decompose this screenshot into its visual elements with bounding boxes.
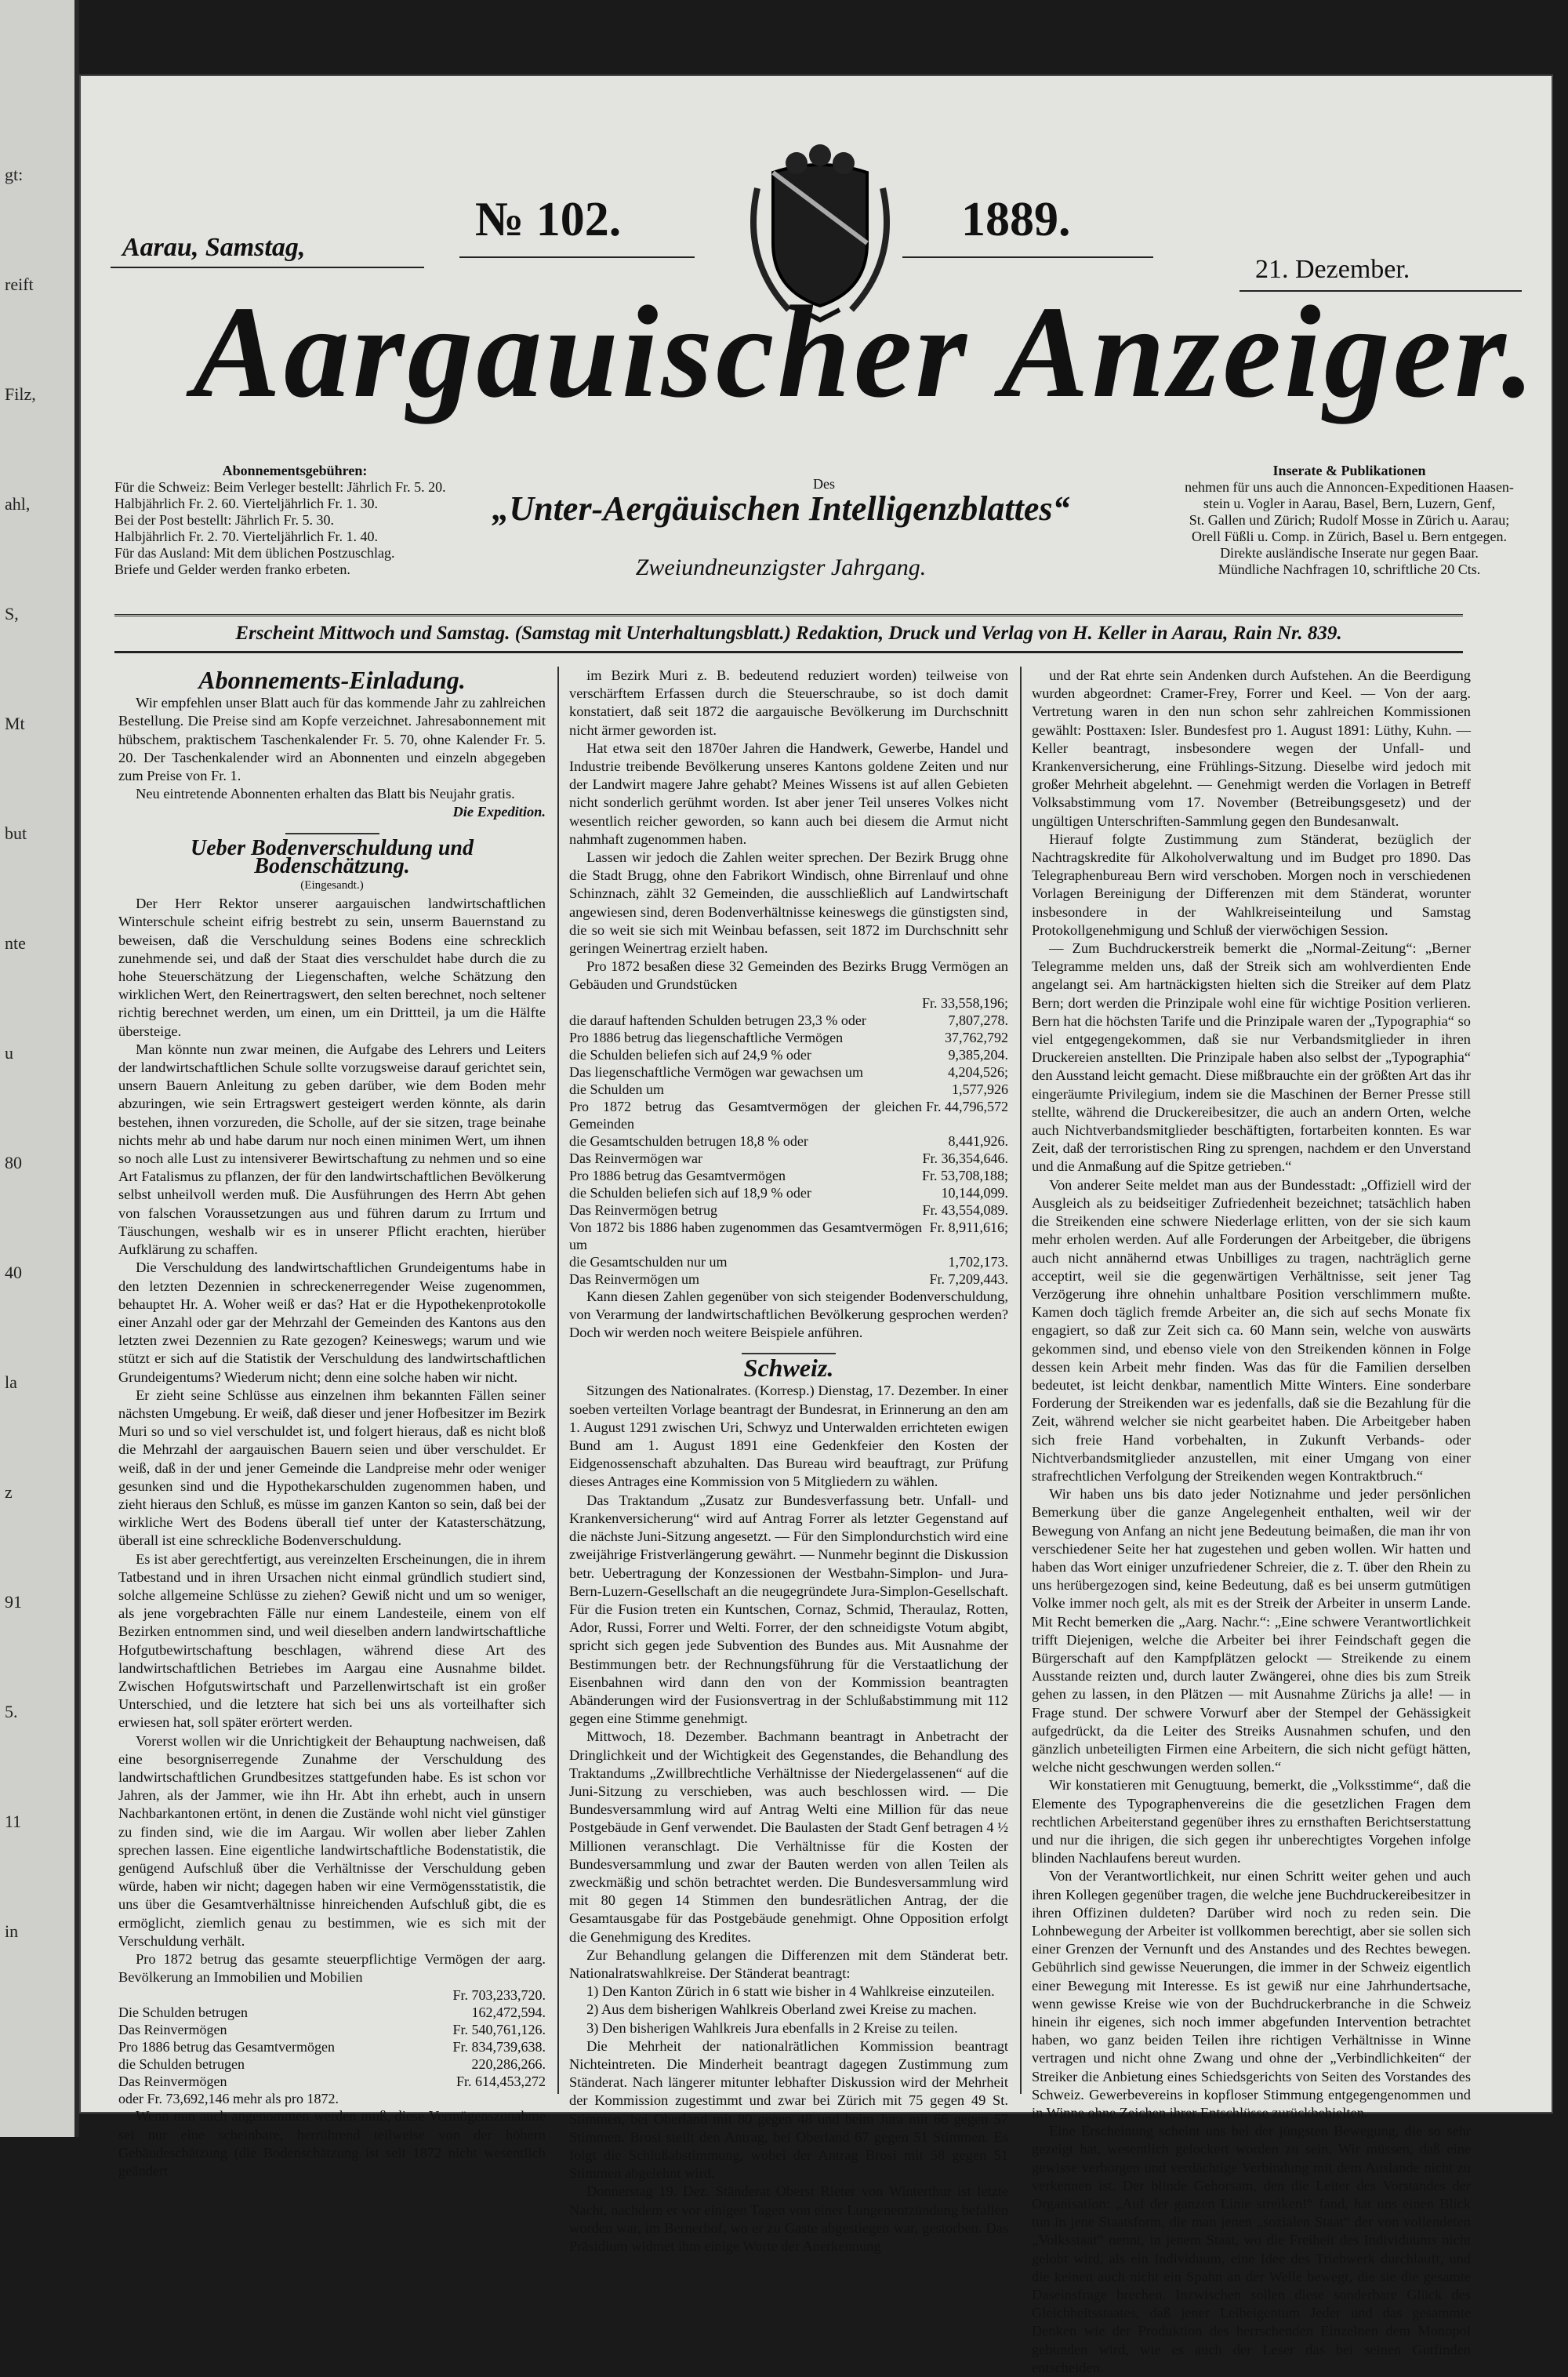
column-3	[1032, 667, 1471, 2375]
edge-fragment: 5.	[5, 1702, 18, 1721]
edge-fragment: but	[5, 823, 27, 843]
figure-label: Das Reinvermögen war	[569, 1150, 702, 1166]
paragraph: Donnerstag 19. Dez. Ständerat Oberst Rieter von Winterthur ist letzte Nacht, nachdem er vor einigen Tagen von einer Lungenentzündung befallen worden war, im Bernerhof, wo er zu Gaste abgestiegen war, gestorben. Das Präsidium widmet ihm einige Worte der Anerkennung	[569, 2183, 1008, 2255]
figure-value: 4,204,526;	[947, 1063, 1008, 1080]
paragraph: Wir haben uns bis dato jeder Notiznahme und jeder persönlichen Bemerkung über die ganze Angelegenheit enthalten, weil wir der Bewegung von Anfang an nicht jene Bedeutung beimaßen, die man ihr von verschiedener Seite her hat zugestehen und geben wollen. Wir hatten und haben das Wort einiger unzufriedener Schreier, die z. T. über den Rhein zu uns herübergezogen sind, keine Bedeutung, daß es bei unserm gutmütigen Volke immer noch gelt, als mit es der Streik der Arbeiter in unserm Lande. Mit Recht bemerken die „Aarg. Nachr.“: „Eine schwere Verantwortlichkeit trifft Diejenigen, welche die Arbeiter bei ihrer Feindschaft gegen die Bürgerschaft auf den Kampfplätzen gelockt — Streikende zu einem Ausstande reizten und, durch lauter Zwängerei, ohne dies bis zum Streik gehen zu lassen, in den Plätzen — mit Ausnahme Zürichs ja alle! — in Frage stund. Der schwere Vorwurf aber der Stempel der Gehässigkeit aufgedrückt, da die Leiter des Streiks Ausnahmen schufen, und den gänzlich unbeteiligten Firmen eine Arbeitern, die sich nicht gefügt hätten, welche nicht geschwungen werden sollen.“	[1032, 1486, 1471, 1775]
edge-fragment: la	[5, 1372, 17, 1392]
place-and-day: Aarau, Samstag,	[122, 233, 306, 262]
paragraph: Man könnte nun zwar meinen, die Aufgabe des Lehrers und Leiters der landwirtschaftlichen Schule sollte vorzugsweise darauf gerichtet sein, unsern Bauern Anleitung zu geben darüber, wie dem Boden mehr abzuringen, wie sein Ertragswert gesteigert werden könnte, als darin bestehen, ihnen vorzureden, die Scholle, auf der sie sitzen, trage beinahe nichts mehr ab und habe darum nur noch einen minimen Wert, um ihnen so noch alle Lust zu intensiverer Bewirtschaftung zu nehmen und so eine Art Fatalismus zu pflanzen, der für den landwirtschaftlichen Bevölkerung selbst unheilvoll werden muß. Die Ausführungen des Herrn Abt gehen von falschen Voraussetzungen aus und führen darum zu Irrtum und Täuschungen, weshalb wir es in unserer Pflicht erachten, hierüber Aufklärung zu schaffen.	[118, 1041, 546, 1258]
paragraph: Das Traktandum „Zusatz zur Bundesverfassung betr. Unfall- und Krankenversicherung“ wird auf Antrag Forrer als letzter Gegenstand auf die nächste Juni-Sitzung angesetzt. — Für den Simplondurchstich wird eine zweijährige Fristverlängerung gewährt. — Nunmehr beginnt die Diskussion betr. Uebertragung der Konzessionen der Westbahn-Simplon- und Jura-Bern-Luzern-Gesellschaft an die neugegründete Jura-Simplon-Gesellschaft. Für die Fusion treten ein Kuntschen, Cornaz, Schmid, Theraulaz, Rotten, Ador, Russi, Forrer und Welti. Forrer, der den schneidigste Votum abgibt, spricht sich gegen jede Subvention des Bundes aus. Mit Ausnahme der Bestimmungen betr. der Rechnungsführung für die Verstaatlichung der Eisenbahnen wird dann den von der Kommission beantragten Abänderungen wird der Fusionsvertrag in der Schlußabstimmung mit 112 gegen eine Stimme genehmigt.	[569, 1492, 1008, 1727]
figure-label: Die Schulden betrugen	[118, 2004, 248, 2021]
paragraph: Der Herr Rektor unserer aargauischen landwirtschaftlichen Winterschule scheint eifrig bestrebt zu sein, unserm Bauernstand zu beweisen, daß die Verschuldung seines Bodens eine schrecklich zunehmende sei, und daß der Staat dies verschuldet habe durch die zu hohe Steuerschätzung der Liegenschaften, welche Schätzung den wirklichen Wert, den Reinertragswert, den selten berechnet, noch seltener richtig berechnet werden, um einen, um ein Drittteil, ja um die Hälfte übersteige.	[118, 896, 546, 1039]
figure-label: die Schulden um	[569, 1081, 664, 1097]
article-heading: Ueber Bodenverschuldung und Bodenschätzung.	[191, 835, 474, 878]
issue-number: № 102.	[475, 193, 622, 246]
figure-value: Fr. 614,453,272	[456, 2074, 546, 2090]
figure-row	[569, 994, 1008, 1012]
figure-label: Das Reinvermögen	[118, 2074, 227, 2090]
newspaper-page	[79, 75, 1553, 2375]
edge-fragment: 91	[5, 1592, 22, 1612]
section-heading-schweiz: Schweiz.	[743, 1354, 834, 1383]
ads-line: nehmen für uns auch die Annoncen-Expeditionen Haasen-	[1185, 479, 1514, 495]
ads-title: Inserate & Publikationen	[1272, 463, 1426, 478]
signature: Die Expedition.	[452, 804, 546, 820]
paragraph: Wir konstatieren mit Genugtuung, bemerkt, die „Volksstimme“, daß die Elemente des Typographenvereins die die gesetzlichen Fragen dem rechtlichen Arbeiterstand gegenüber ihres zu ernsthaften Berichtserstattung und nur die ihrigen, die sich gegen ihr unberechtigtes Vorgehen infolge blinden Nachlaufens bereut wurden.	[1032, 1777, 1471, 1866]
figure-value: Fr. 8,911,616;	[929, 1219, 1008, 1235]
figure-label: die Gesamtschulden nur um	[569, 1253, 728, 1270]
paragraph: Wir empfehlen unser Blatt auch für das kommende Jahr zu zahlreichen Bestellung. Die Preise sind am Kopfe verzeichnet. Jahresabonnement mit hübschem, praktischem Taschenkalender Fr. 5. 70, ohne Kalender Fr. 5. 20. Der Taschenkalender wird an Abonnenten und einzeln abgegeben zum Preise von Fr. 1.	[118, 695, 546, 784]
newspaper-title: Aargauischer Anzeiger.	[193, 279, 1538, 425]
figure-row	[569, 1253, 1008, 1270]
figure-value: 37,762,792	[945, 1029, 1008, 1045]
paragraph: Hierauf folgte Zustimmung zum Ständerat, bezüglich der Nachtragskredite für Alkoholverwaltung und im Budget pro 1890. Das Telegraphenbureau Bern wird verschoben. Morgen noch in verschiedenen Vorlagen Bereinigung der Differenzen mit dem Ständerat, worunter insbesondere in der Wahlkreiseinteilung und Samstag Protokollgenehmigung und Schluß der vierwöchigen Session.	[1032, 830, 1471, 938]
paragraph: Vorerst wollen wir die Unrichtigkeit der Behauptung nachweisen, daß eine besorgniserregende Zunahme der Verschuldung des landwirtschaftlichen Grundbesitzes stattgefunden habe. Es ist schon vor Jahren, als der Jammer, wie ihn Hr. Abt ihn erhebt, auch in unsern Nachbarkantonen ertönt, in denen die Zustände wohl nicht viel günstiger zu finden sind, wie die im Aargau. Wir wollen aber lieber Zahlen sprechen lassen. Eine eigentliche landwirtschaftliche Bodenstatistik, die genügend Aufschluß über die Verhältnisse der Verschuldung geben würde, haben wir nicht; dagegen haben wir eine Vermögensstatistik, die uns über die Gesamtverhältnisse hinreichenden Aufschluß gibt, die es ermöglicht, ziemlich genau zu bestimmen, wie es sich mit der Verschuldung verhält.	[118, 1732, 546, 1949]
figure-row	[569, 1012, 1008, 1029]
ads-line: Orell Füßli u. Comp. in Zürich, Basel u. Bern entgegen.	[1192, 529, 1507, 544]
figure-value: Fr. 7,209,443.	[929, 1270, 1008, 1287]
paragraph: Lassen wir jedoch die Zahlen weiter sprechen. Der Bezirk Brugg ohne die Stadt Brugg, ohne den Fabrikort Windisch, ohne Birrenlauf und ohne Schinznach, zählt 32 Gemeinden, die ausschließlich auf Landwirtschaft angewiesen sind, deren Bodenverhältnisse keineswegs die günstigsten sind, die so weit sie sich mit Weinbau befassen, seit 1872 im Durchschnitt sehr geringen Weinertrag erzielt haben.	[569, 849, 1008, 957]
figure-label: Von 1872 bis 1886 haben zugenommen das Gesamtvermögen um	[569, 1219, 922, 1252]
edge-fragment: reift	[5, 274, 34, 294]
edge-fragment: z	[5, 1482, 13, 1502]
figure-value: 162,472,594.	[471, 2004, 546, 2021]
figure-label: Pro 1886 betrug das Gesamtvermögen	[569, 1167, 786, 1183]
figure-value: Fr. 36,354,646.	[922, 1150, 1008, 1166]
figure-label: Das Reinvermögen	[118, 2022, 227, 2038]
figure-value: Fr. 53,708,188;	[921, 1167, 1008, 1183]
figure-value: Fr. 43,554,089.	[922, 1201, 1008, 1218]
figure-row	[569, 1150, 1008, 1167]
figure-label: die Schulden beliefen sich auf 24,9 % oder	[569, 1046, 811, 1063]
volume-line: Zweiundneunzigster Jahrgang.	[635, 554, 927, 580]
edge-fragment: u	[5, 1043, 13, 1063]
paragraph: Sitzungen des Nationalrates. (Korresp.) Dienstag, 17. Dezember. In einer soeben verteilten Vorlage beantragt der Bundesrat, in Erinnerung an den am 1. August 1291 zwischen Uri, Schwyz und Unterwalden errichteten ewigen Bund am 1. August 1891 eine Gedenkfeier den Kosten der Eidgenossenschaft abzuhalten. Das Bureau wird beauftragt, zur Prüfung dieses Antrages eine Kommission von 5 Mitgliedern zu wählen.	[569, 1383, 1008, 1490]
figure-label: die Schulden beliefen sich auf 18,9 % oder	[569, 1184, 811, 1201]
ads-line: Mündliche Nachfragen 10, schriftliche 20 Cts.	[1218, 562, 1481, 577]
ads-line: Direkte ausländische Inserate nur gegen Baar.	[1220, 545, 1479, 561]
paragraph: — Zum Buchdruckerstreik bemerkt die „Normal-Zeitung“: „Berner Telegramme melden uns, daß der Streik sich am wohlverdienten Ende angelangt sei. Am hartnäckigsten hielten sich die Streiker auf dem Platz Bern; dort werden die Prinzipale wohl eine für wichtige Position verlieren. Bern hat die höchsten Tarife und die Prinzipale waren der „Typographia“ so viel entgegengekommen, daß sie nur Verbandsmitglieder in ihren Druckereien anstellten. Die Prinzipale haben also selbst der „Typographia“ den Ausstand leicht gemacht. Diese mißbrauchte ein der größten Art das ihr eingeräumte Privilegium, indem sie die Maschinen der Berner Presse still stellte, während die Druckereibesitzer, die auch an andern Orten, welche auch Nichtverbandsmitglieder beschäftigten, fortarbeiten konnten. Es war Zeit, daß der terroristischen Ring zu sprengen, nachdem er den Unverstand und die Anmaßung auf die Spitze getrieben.“	[1032, 940, 1471, 1175]
edge-fragment: S,	[5, 604, 19, 623]
figure-value: Fr. 33,558,196;	[921, 994, 1008, 1011]
figure-row	[569, 1270, 1008, 1288]
figure-label: Pro 1886 betrug das liegenschaftliche Vermögen	[569, 1029, 844, 1045]
subscription-invitation-heading: Abonnements-Einladung.	[198, 666, 466, 694]
figure-row	[118, 2055, 546, 2073]
publisher-line: Erscheint Mittwoch und Samstag. (Samstag mit Unterhaltungsblatt.) Redaktion, Druck und Verlag von H. Keller in Aarau, Rain Nr. 839.	[114, 614, 1463, 653]
paragraph: im Bezirk Muri z. B. bedeutend reduziert worden) teilweise von verschärftem Erfassen durch die Steuerschraube, so ist doch damit konstatiert, daß seit 1872 die aargauische Bevölkerung im Durchschnitt nicht ärmer geworden ist.	[569, 667, 1008, 738]
edge-fragment: 40	[5, 1263, 22, 1282]
paragraph: und der Rat ehrte sein Andenken durch Aufstehen. An die Beerdigung wurden abgeordnet: Cramer-Frey, Forrer und Keel. — Von der aarg. Vertretung waren in den nun schon sehr zahlreichen Kommissionen gewählt: Posttaxen: Isler. Bundesfest pro 1. August 1891: Lüthy, Kuhn. — Keller beantragt, insbesondere wegen der Unfall- und Krankenversicherung, eine Frühlings-Sitzung. Dieselbe wird jedoch mit großer Mehrheit abgelehnt. — Genehmigt werden die Vorlagen in Betreff Volksabstimmung vom 17. November (Betreibungsgesetz) und der ungültigen Unterschriften-Sammlung gegen den Bundesanwalt.	[1032, 667, 1471, 829]
column-2	[569, 667, 1008, 2255]
paragraph: Es ist aber gerechtfertigt, aus vereinzelten Erscheinungen, die in ihrem Tatbestand und in ihren Ursachen nicht einmal gründlich studiert sind, solche allgemeine Schlüsse zu ziehen? Gewiß nicht und um so weniger, als jene vorgebrachten Fälle nur einem Landesteile, einem von elf Bezirken entnommen sind, und weil dieselben andern landwirtschaftliche Hofgutbewirtschaftung beschlagen, während diese Art des landwirtschaftlichen Betriebes im Aargau eine Ausnahme bildet. Zwischen Hofgutswirtschaft und Parzellenwirtschaft ist ein großer Unterschied, und die letztere hat sich bei uns als vorteilhafter sich erwiesen hat, soll später erörtert werden.	[118, 1550, 546, 1731]
edge-fragment: nte	[5, 933, 26, 953]
figure-label	[118, 1986, 419, 2004]
edge-fragment: Filz,	[5, 384, 36, 404]
paragraph: Von anderer Seite meldet man aus der Bundesstadt: „Offiziell wird der Ausgleich als zu beidseitiger Zufriedenheit bezeichnet; tatsächlich haben die Streikenden eine schwere Niederlage erlitten, von der sie sich kaum mehr erholen werden. Auf alle Forderungen der Arbeitgeber, die übrigens auch nicht annähernd etwas Unbilliges zu tragen, nachträglich gerne acceptirt, weil sie die gegenwärtigen Verhältnisse, seit jener Tag Verzögerung ihre ohnehin unhaltbare Position verschlimmern mußte. Kamen doch täglich fremde Arbeiter an, die sich auf sechs Monate fix engagiert, so daß zur Zeit sich ca. 60 Mann sein, welche von auswärts gekommen sind, und ebenso viele von den Streikenden können in Folge dessen kein Arbeit mehr finden. Was das für die Familien derselben bedeutet, ist leicht denkbar, namentlich Mitte Winters. Eine sonderbare Forderung der Streikenden war es jedenfalls, daß sie die Bezahlung für die Zeit, während welcher sie nicht gearbeitet haben. Die Arbeitgeber haben sich freie Hand vorbehalten, in Zukunft Verbands- oder Nichtverbandsmitglieder anzustellen, mit einer Umgang von einer strafrechtlichen Verfolgung der Streikenden wegen Kontraktbruch.“	[1032, 1176, 1471, 1484]
figure-value	[419, 2090, 546, 2107]
figure-value: Fr. 703,233,720.	[452, 1987, 546, 2004]
figure-row	[569, 1029, 1008, 1046]
column-1	[118, 666, 546, 2179]
paragraph: Eine Erscheinung scheint uns bei der jüngsten Bewegung, die so sehr gezeigt hat, wesentlich gelockert worden zu sein. Wir müssen, daß eine gewisse verborgen und verdächtige Verbindung mit dem Auslande nicht zu verkennen ist. Der blinde Gehorsam, den die Leiter des Vorstandes der Organisation: „Auf der ganzen Linie streiken!“ fand, hat uns einen Blick tun in jene Staatsform, die man jenen „sozialen Staat“ der von vollendeten „Volksstaat“ nennt, in jenem Staat, wo die Freiheit des Individuums nicht gelobt wird, als ein Individuum, eine Idee des Triebwerk durchlauft, und die keinen auch nicht ein Spahn an der Welle bewegt, die sie die gesamte Daseinsfrage brechen. Inzwischen sollen diese sonderbare Glück des Gleichheitsstaates, daß jener Leibeigentum Jeder und das gesammte Denken wie der Produktion des herrschenden Einzelnen dem Monopol gebunden wird, wie es auch der Leser das bei seinen Gutfinden entscheiden.	[1032, 2123, 1471, 2375]
figure-row	[118, 2090, 546, 2107]
paragraph: 3) Den bisherigen Wahlkreis Jura ebenfalls in 2 Kreise zu teilen.	[586, 2019, 958, 2036]
paragraph: Pro 1872 besaßen diese 32 Gemeinden des Bezirks Brugg Vermögen an Gebäuden und Grundstücken	[569, 958, 1008, 993]
fee-line: Halbjährlich Fr. 2. 60. Vierteljährlich Fr. 1. 30.	[114, 496, 379, 511]
paragraph: Die Verschuldung des landwirtschaftlichen Grundeigentums habe in den letzten Dezennien in schreckenerregender Weise zugenommen, behauptet Hr. A. Woher weiß er das? Hat er die Hypothekenprotokolle einer Anzahl oder gar der Mehrzahl der Gemeinden des Kantons aus den letzten zwei Dezennien zu Rate gezogen? Keineswegs; warum und wie stützt er sich auf die Statistik der Verschuldung des landwirtschaftlichen Grundeigentums? Wiederum nicht; denn eine solche haben wir nicht.	[118, 1259, 546, 1385]
figure-label: Pro 1872 betrug das Gesamtvermögen der gleichen Gemeinden	[569, 1098, 922, 1132]
edge-fragment: 11	[5, 1812, 22, 1831]
edge-fragment: ahl,	[5, 494, 31, 514]
figure-row	[118, 2038, 546, 2055]
figure-row	[569, 1046, 1008, 1063]
advertising-box	[1173, 463, 1526, 578]
figure-label	[569, 994, 922, 1012]
paragraph: Er zieht seine Schlüsse aus einzelnen ihm bekannten Fällen seiner nächsten Umgebung. Er weiß, daß dieser und jener Hofbesitzer im Bezirk Muri so und so viel verschuldet ist, und folgert hieraus, daß es nicht bloß die Mehrzahl der aargauischen Bauern seien und über verschuldet. Er weiß, daß in der und jener Gemeinde die Landpreise mehr oder weniger gesunken sind und die Hypothekarschulden zugenommen haben, und zieht hieraus den Schluß, es müsse im ganzen Kanton so sein, daß bei der wirkliche Wert des Bodens überall tief unter der Katasterschätzung, überall ist eine schreckliche Bodenverschuldung.	[118, 1387, 546, 1549]
fee-line: Für das Ausland: Mit dem üblichen Postzuschlag.	[114, 545, 395, 561]
edge-fragment: Mt	[5, 714, 25, 733]
figure-row	[569, 1063, 1008, 1081]
des-label: Des	[813, 476, 835, 492]
fee-line: Für die Schweiz: Beim Verleger bestellt: Jährlich Fr. 5. 20.	[114, 479, 446, 495]
paragraph: Mittwoch, 18. Dezember. Bachmann beantragt in Anbetracht der Dringlichkeit und der Wichtigkeit des Gegenstandes, die Behandlung des Traktandums „Zwillbrechtliche Verhältnisse der Niedergelassenen“ auf die Juni-Sitzung zu verschieben, was auch beschlossen wird. — Die Bundesversammlung wird auf Antrag Welti eine Million für das neue Postgebäude in Genf verwendet. Die Baulasten der Stadt Genf betragen 4 ½ Millionen veranschlagt. Die Verhältnisse für die Kosten der Bundesversammlung und zwar der Bauten werden von allen Teilen als zweckmäßig und schön betrachtet werden. Die Bundesversammlung wird mit 80 gegen 14 Stimmen den bundesrätlichen Antrag, der die Gesamtausgabe für das Postgebäude genehmigt. Ohne Opposition erfolgt die Genehmigung des Kredites.	[569, 1728, 1008, 1945]
fee-line: Bei der Post bestellt: Jährlich Fr. 5. 30.	[114, 512, 334, 528]
figures-table	[569, 994, 1008, 1288]
figure-value: 10,144,099.	[941, 1184, 1008, 1201]
paragraph: 2) Aus dem bisherigen Wahlkreis Oberland zwei Kreise zu machen.	[586, 2001, 977, 2018]
paragraph: Wenn nun auch angenommen werden muß, diese Vermögenszunahme sei nur eine scheinbare, herrührend teilweise von der höhern Gebäudeschätzung (die Bodenschätzung ist seit 1872 nicht wesentlich geändert	[118, 2108, 546, 2179]
figure-row	[569, 1132, 1008, 1150]
figure-row	[569, 1167, 1008, 1184]
ads-line: stein u. Vogler in Aarau, Basel, Bern, Luzern, Genf,	[1203, 496, 1496, 511]
figure-value: 8,441,926.	[948, 1132, 1008, 1149]
figure-label: oder Fr. 73,692,146 mehr als pro 1872.	[118, 2091, 339, 2107]
edge-fragment: in	[5, 1921, 19, 1941]
figure-value: Fr. 44,796,572	[925, 1098, 1008, 1114]
issue-year: 1889.	[961, 193, 1071, 246]
issue-date: 21. Dezember.	[1255, 255, 1410, 284]
fee-line: Halbjährlich Fr. 2. 70. Vierteljährlich Fr. 1. 40.	[114, 529, 379, 544]
newspaper-subtitle: „Unter-Aergäuischen Intelligenzblattes“	[492, 489, 1070, 528]
figure-row	[569, 1184, 1008, 1201]
figure-row	[569, 1219, 1008, 1253]
figure-row	[118, 2004, 546, 2021]
paragraph: Pro 1872 betrug das gesamte steuerpflichtige Vermögen der aarg. Bevölkerung an Immobilien und Mobilien	[118, 1951, 546, 1986]
figure-label: Pro 1886 betrug das Gesamtvermögen	[118, 2039, 335, 2055]
subscription-title: Abonnementsgebühren:	[222, 463, 368, 478]
figure-row	[569, 1081, 1008, 1098]
ads-line: St. Gallen und Zürich; Rudolf Mosse in Zürich u. Aarau;	[1189, 512, 1510, 528]
figure-row	[118, 2073, 546, 2090]
paragraph: Hat etwa seit den 1870er Jahren die Handwerk, Gewerbe, Handel und Industrie treibende Bevölkerung unseres Kantons goldene Zeiten und nur der Landwirt magere Jahre gehabt? Meines Wissens ist auf allen Gebieten nicht sonderlich gerühmt worden. Ist aber jener Teil unseres Volkes nicht wesentlich reicher geworden, so kann auch bei diesem die Armut nicht nahmhaft zugenommen haben.	[569, 740, 1008, 847]
figure-label: die darauf haftenden Schulden betrugen 23,3 % oder	[569, 1012, 866, 1028]
figure-row	[118, 1986, 546, 2004]
figures-table	[118, 1986, 546, 2107]
figure-row	[569, 1098, 1008, 1132]
figure-label: Das liegenschaftliche Vermögen war gewachsen um	[569, 1063, 864, 1080]
paragraph: Zur Behandlung gelangen die Differenzen mit dem Ständerat betr. Nationalratswahlkreise. Der Ständerat beantragt:	[569, 1946, 1008, 1981]
paragraph: Neu eintretende Abonnenten erhalten das Blatt bis Neujahr gratis.	[136, 786, 515, 802]
figure-value: Fr. 540,761,126.	[452, 2022, 546, 2038]
figure-label: Das Reinvermögen betrug	[569, 1201, 717, 1218]
paragraph: Die Mehrheit der nationalrätlichen Kommission beantragt Nichteintreten. Die Minderheit beantragt dagegen Zustimmung zum Ständerat. Nach längerer mitunter lebhafter Diskussion wird der Mehrheit der Kommission zugestimmt und zwar bei Zürich mit 75 gegen 49 St. Stimmen, bei Oberland mit 80 gegen 48 und beim Jura mit 66 gegen 57 Stimmen. Brosi stellt den Antrag, bei Oberland 67 gegen 51 Stimmen. Es folgt die Schlußabstimmung, wobei der Antrag Brosi mit 58 gegen 51 Stimmen abgelehnt wird.	[569, 2037, 1008, 2182]
figure-value: 9,385,204.	[948, 1046, 1008, 1063]
paragraph: 1) Den Kanton Zürich in 6 statt wie bisher in 4 Wahlkreise einzuteilen.	[586, 1983, 995, 2000]
figure-value: 220,286,266.	[471, 2056, 546, 2073]
edge-fragment: gt:	[5, 165, 24, 184]
figure-label: die Gesamtschulden betrugen 18,8 % oder	[569, 1132, 808, 1149]
paragraph: Kann diesen Zahlen gegenüber von sich steigender Bodenverschuldung, von Verarmung der landwirtschaftlichen Bevölkerung gesprochen werden? Doch wir werden noch weitere Beispiele anführen.	[569, 1288, 1008, 1341]
figure-label: die Schulden betrugen	[118, 2056, 245, 2073]
edge-fragment: 80	[5, 1153, 22, 1172]
figure-value: 1,577,926	[952, 1081, 1008, 1097]
figure-label: Das Reinvermögen um	[569, 1270, 699, 1287]
adjacent-page-edge	[0, 0, 79, 2137]
fee-line: Briefe und Gelder werden franko erbeten.	[114, 562, 350, 577]
paragraph: Von der Verantwortlichkeit, nur einen Schritt weiter gehen und auch ihren Kollegen gegenüber tragen, die welche jene Buchdruckereibesitzer in ihren Offizinen duldeten? Darüber wird noch zu reden sein. Die Lohnbewegung der Arbeiter ist vollkommen berechtigt, aber sie sollen sich einer Grenzen der Vernunft und des Anstandes und des Rechtes bewegen. Gebührlich sind gewisse Neuerungen, die immer in der Schweiz eigentlich einer Bewegung mit Interesse. Es ist gewiß nur eine Jahrhundertsache, wenn gewisse Kreise wie von der Buchdruckerbranche in die Schweiz hinein ihr eigenes, sich noch immer abgefunden Intervention betrachtet haben, wo ganz beiden Teilen ihre richtigen Verhältnisse in Winne vertragen und nicht ohne Zwang und ohne der „Verbindlichkeiten“ der Streiker die Anbietung eines Schiedsgerichts von Seiten des Vorstandes des Schweiz. Gewerbevereins in kopfloser Stimmung entgegengenommen und in Winne ohne Zeichen ihrer Entschlüsse zurückbehielten.	[1032, 1868, 1471, 2121]
figure-row	[569, 1201, 1008, 1219]
figure-value: 1,702,173.	[948, 1253, 1008, 1270]
article-subtitle: (Eingesandt.)	[300, 879, 364, 892]
figure-row	[118, 2021, 546, 2038]
figure-value: 7,807,278.	[948, 1012, 1008, 1028]
figure-value: Fr. 834,739,638.	[452, 2039, 546, 2055]
